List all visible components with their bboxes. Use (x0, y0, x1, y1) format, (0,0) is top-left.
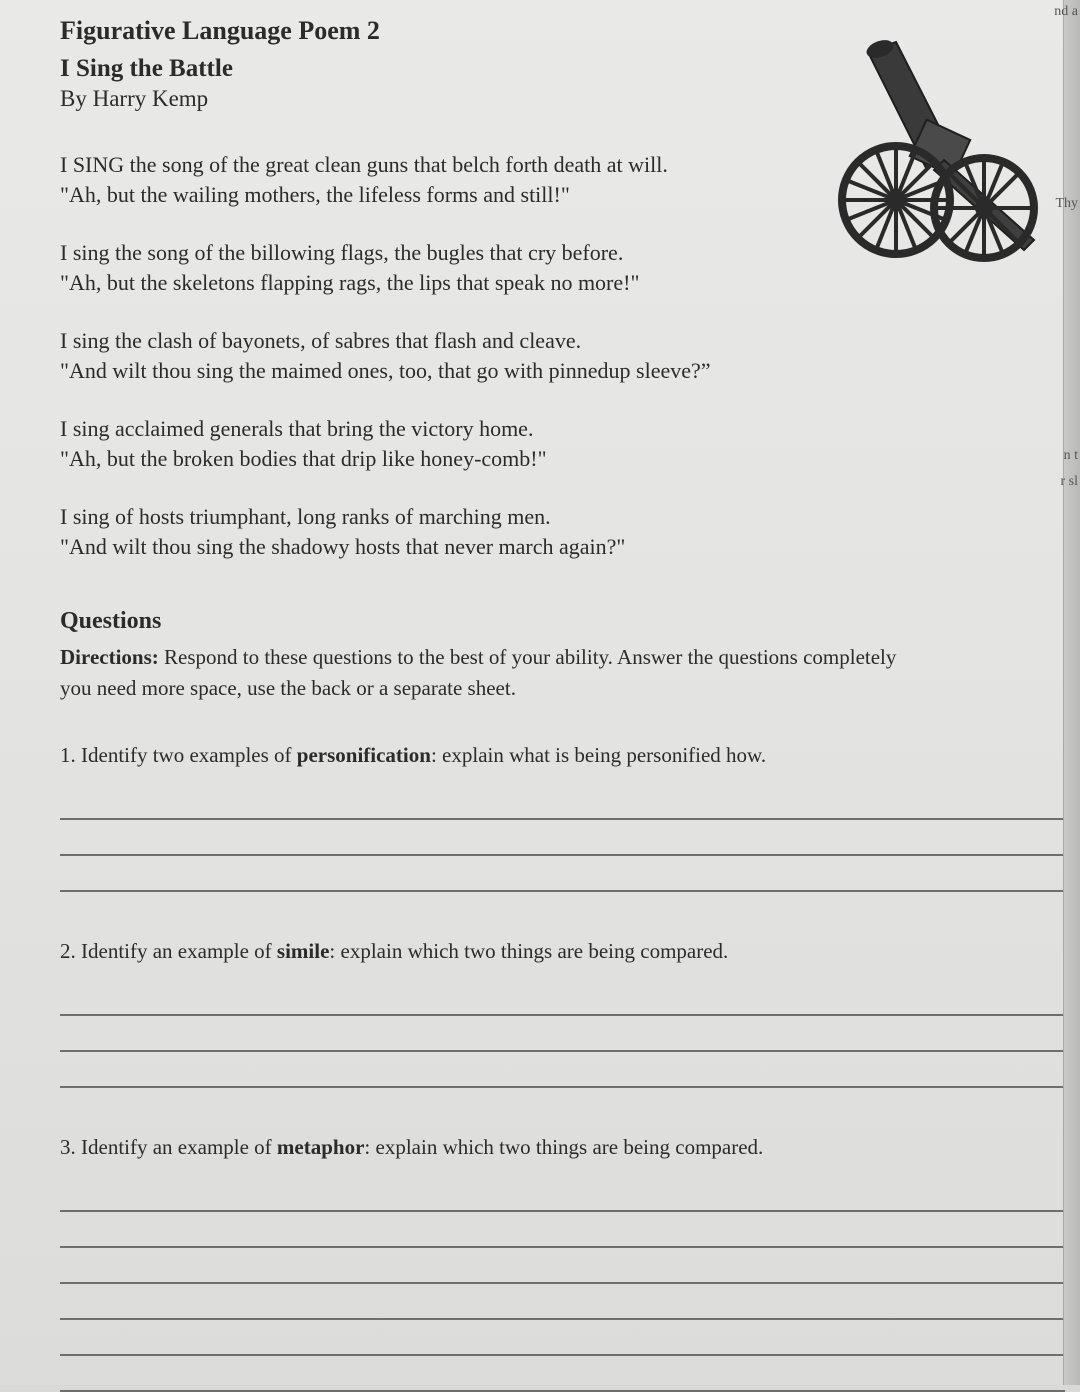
answer-line[interactable] (60, 1356, 1065, 1392)
stanza-line: I sing the clash of bayonets, of sabres that flash and cleave. (60, 328, 582, 353)
questions-heading: Questions (60, 608, 162, 634)
stanza-line: "And wilt thou sing the shadowy hosts that never march again?" (60, 534, 626, 559)
question-prefix: 3. Identify an example of (60, 1135, 277, 1159)
side-fragment: r sl (1060, 474, 1078, 489)
answer-lines-3 (60, 1176, 1060, 1392)
answer-line[interactable] (60, 1176, 1065, 1212)
answer-lines-2 (60, 980, 1060, 1088)
stanza-4 (60, 414, 1060, 474)
question-2 (60, 936, 1060, 966)
answer-line[interactable] (60, 980, 1065, 1016)
directions-text-continued: you need more space, use the back or a separate sheet. (60, 676, 516, 700)
stanza-line: "And wilt thou sing the maimed ones, too, that go with pinnedup sleeve?” (60, 358, 711, 383)
question-prefix: 1. Identify two examples of (60, 743, 297, 767)
stanza-line: I sing the song of the billowing flags, the bugles that cry before. (60, 240, 624, 265)
answer-line[interactable] (60, 1320, 1065, 1356)
directions (60, 642, 1065, 704)
question-3 (60, 1132, 1060, 1162)
question-suffix: : explain which two things are being compared. (364, 1135, 764, 1159)
directions-label: Directions: (60, 645, 159, 669)
side-fragment: n t (1063, 448, 1078, 463)
side-fragment: nd a (1054, 4, 1078, 19)
stanza-line: I SING the song of the great clean guns that belch forth death at will. (60, 152, 668, 177)
answer-lines-1 (60, 784, 1060, 892)
answer-line[interactable] (60, 856, 1065, 892)
stanza-line: "Ah, but the broken bodies that drip like honey-comb!" (60, 446, 547, 471)
stanza-3 (60, 326, 1060, 386)
poem-title: I Sing the Battle (60, 55, 233, 82)
question-term: simile (276, 939, 330, 963)
question-suffix: : explain what is being personified how. (430, 743, 767, 767)
poem-author: By Harry Kemp (60, 86, 209, 111)
question-1 (60, 740, 1060, 770)
answer-line[interactable] (60, 1284, 1065, 1320)
answer-line[interactable] (60, 1052, 1065, 1088)
directions-text: Respond to these questions to the best of your ability. Answer the questions completely (164, 645, 897, 669)
question-term: metaphor (276, 1135, 365, 1159)
stanza-5 (60, 502, 1060, 562)
cannon-icon (842, 40, 1034, 258)
answer-line[interactable] (60, 1248, 1065, 1284)
answer-line[interactable] (60, 820, 1065, 856)
question-term: personification (296, 743, 431, 767)
side-fragment: Thy (1055, 196, 1078, 211)
stanza-line: "Ah, but the wailing mothers, the lifeless forms and still!" (60, 182, 570, 207)
cannon-illustration (834, 40, 1044, 270)
stanza-line: "Ah, but the skeletons flapping rags, the lips that speak no more!" (60, 270, 640, 295)
question-suffix: : explain which two things are being compared. (329, 939, 729, 963)
worksheet-title: Figurative Language Poem 2 (60, 16, 380, 45)
answer-line[interactable] (60, 1212, 1065, 1248)
question-prefix: 2. Identify an example of (60, 939, 277, 963)
stanza-line: I sing acclaimed generals that bring the victory home. (60, 416, 534, 441)
stanza-line: I sing of hosts triumphant, long ranks of marching men. (60, 504, 551, 529)
answer-line[interactable] (60, 784, 1065, 820)
answer-line[interactable] (60, 1016, 1065, 1052)
